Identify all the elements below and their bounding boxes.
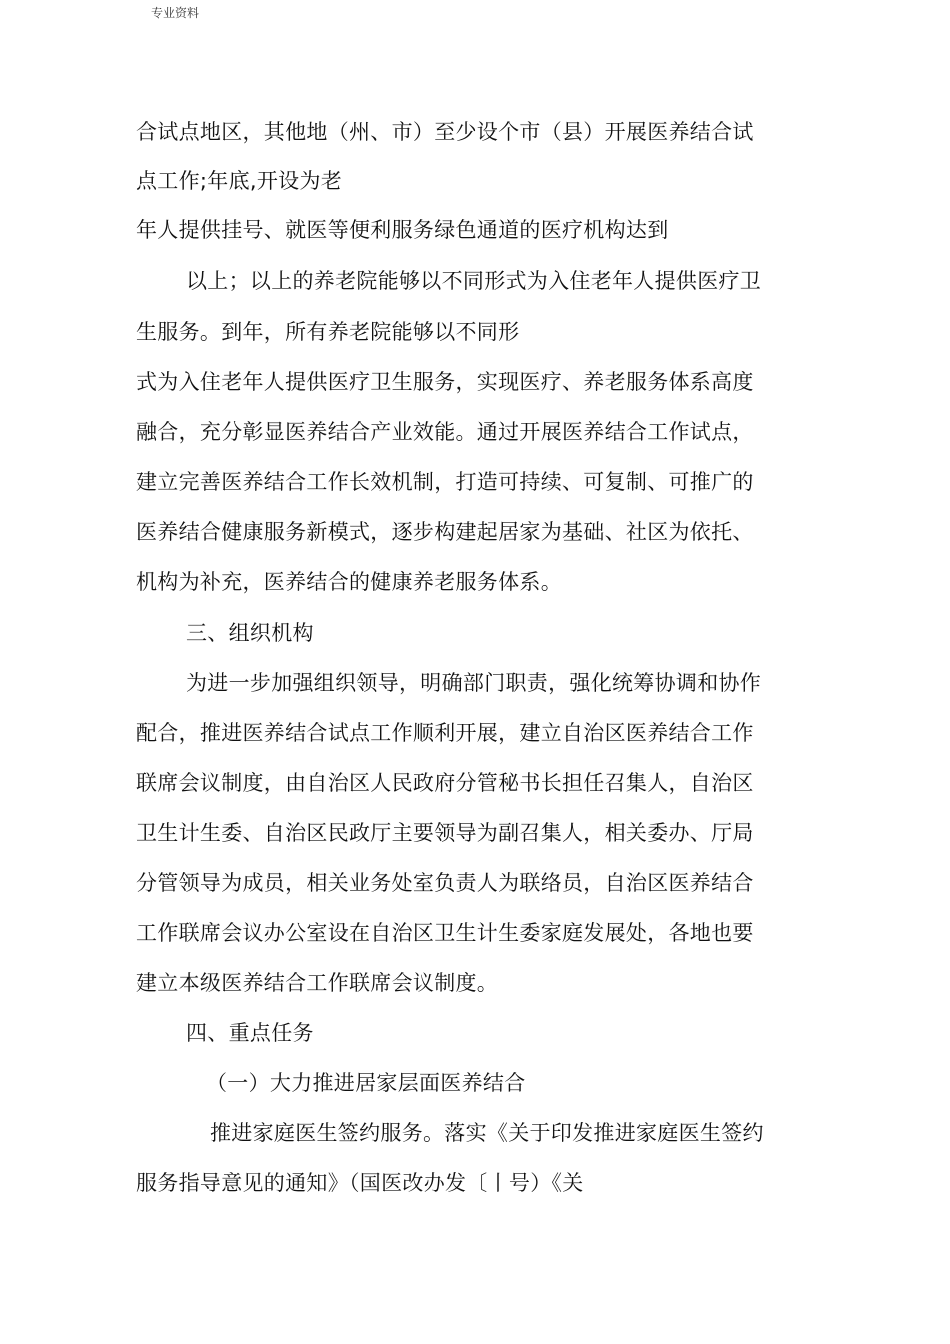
text-line: 建立本级医养结合工作联席会议制度。 xyxy=(136,971,499,995)
text-line: 为进一步加强组织领导，明确部门职责，强化统筹协调和协作 xyxy=(186,671,762,695)
text-line: 合试点地区，其他地（州、市）至少设个市（县）开展医养结合试 xyxy=(136,120,754,144)
text-line: 机构为补充，医养结合的健康养老服务体系。 xyxy=(136,570,562,594)
text-line: 以上；以上的养老院能够以不同形式为入住老年人提供医疗卫 xyxy=(186,269,762,293)
text-line: 式为入住老年人提供医疗卫生服务，实现医疗、养老服务体系高度 xyxy=(136,370,754,394)
text-line: 点工作;年底,开设为老 xyxy=(136,169,343,193)
text-line: 生服务。到年，所有养老院能够以不同形 xyxy=(136,320,520,344)
text-line: 联席会议制度，由自治区人民政府分管秘书长担任召集人，自治区 xyxy=(136,771,754,795)
text-line: 建立完善医养结合工作长效机制，打造可持续、可复制、可推广的 xyxy=(136,470,754,494)
page-header-label: 专业资料 xyxy=(151,6,200,20)
text-line: 工作联席会议办公室设在自治区卫生计生委家庭发展处，各地也要 xyxy=(136,921,754,945)
text-line: 分管领导为成员，相关业务处室负责人为联络员，自治区医养结合 xyxy=(136,871,754,895)
subsection-heading: （一）大力推进居家层面医养结合 xyxy=(206,1071,526,1095)
text-line: 融合，充分彰显医养结合产业效能。通过开展医养结合工作试点， xyxy=(136,420,754,444)
text-line: 卫生计生委、自治区民政厅主要领导为副召集人，相关委办、厅局 xyxy=(136,821,754,845)
text-line: 服务指导意见的通知》（国医改办发〔丨号）《关 xyxy=(136,1171,584,1195)
text-line: 配合，推进医养结合试点工作顺利开展，建立自治区医养结合工作 xyxy=(136,721,754,745)
text-line: 年人提供挂号、就医等便利服务绿色通道的医疗机构达到 xyxy=(136,218,669,242)
section-heading: 三、组织机构 xyxy=(186,621,314,645)
text-line: 医养结合健康服务新模式，逐步构建起居家为基础、社区为依托、 xyxy=(136,520,754,544)
section-heading: 四、重点任务 xyxy=(186,1021,314,1045)
text-line: 推进家庭医生签约服务。落实《关于印发推进家庭医生签约 xyxy=(210,1121,764,1145)
